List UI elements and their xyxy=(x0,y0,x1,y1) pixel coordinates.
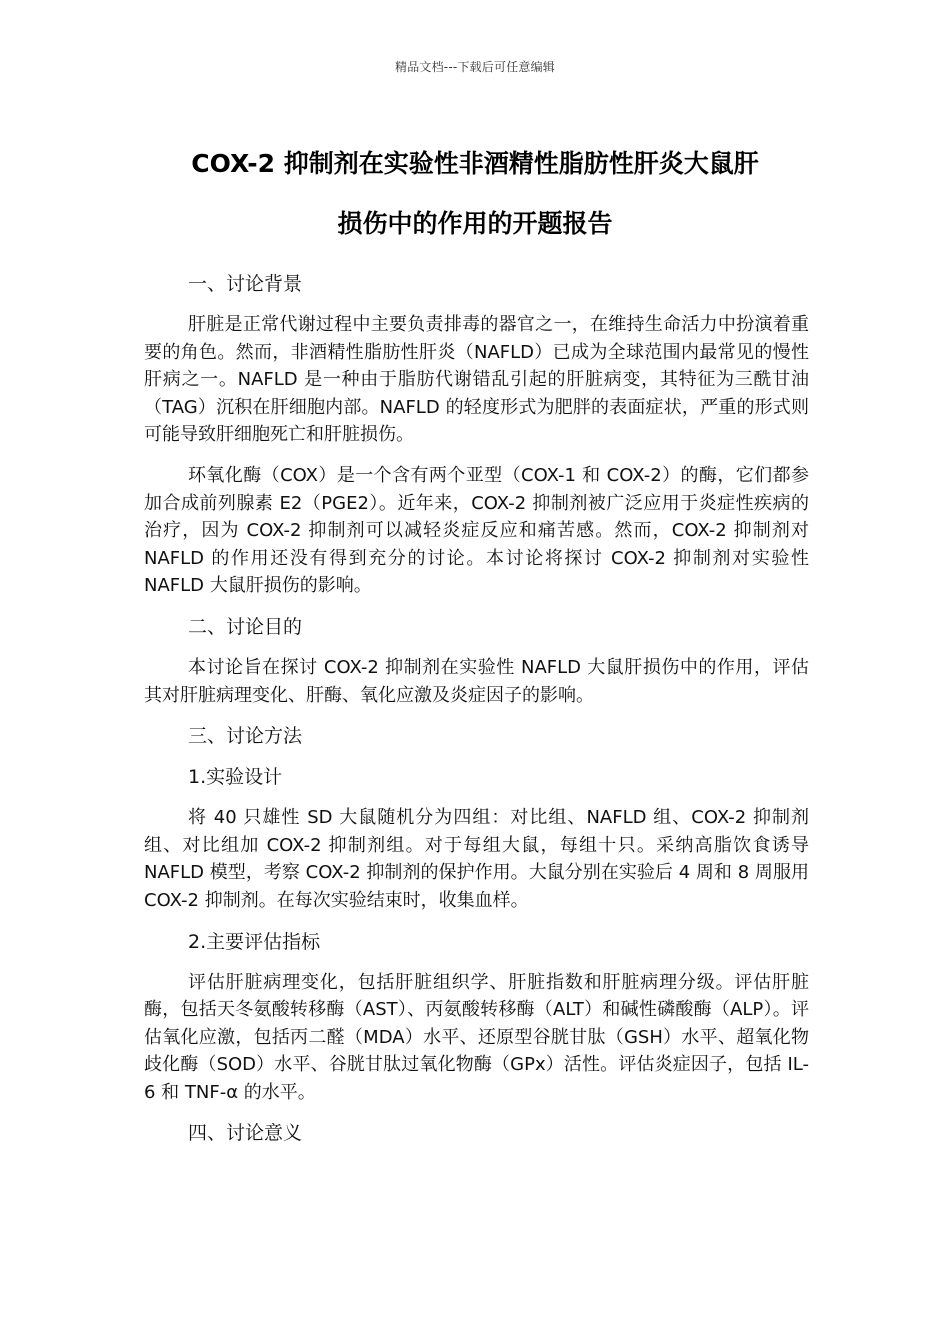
section-heading-methods: 三、讨论方法 xyxy=(188,725,303,748)
paragraph-background-1: 肝脏是正常代谢过程中主要负责排毒的器官之一，在维持生命活力中扮演着重要的角色。然而，非酒精性脂肪性肝炎（NAFLD）已成为全球范围内最常见的慢性肝病之一。NAFLD 是一种由于脂肪代谢错乱引起的肝脏病变，其特征为三酰甘油（TAG）沉积在肝细胞内部。NAFLD 的轻度形式为肥胖的表面症状，严重的形式则可能导致肝细胞死亡和肝脏损伤。 xyxy=(144,314,809,446)
paragraph-indicators: 评估肝脏病理变化，包括肝脏组织学、肝脏指数和肝脏病理分级。评估肝脏酶，包括天冬氨酸转移酶（AST）、丙氨酸转移酶（ALT）和碱性磷酸酶（ALP）。评估氧化应激，包括丙二醛（MDA）水平、还原型谷胱甘肽（GSH）水平、超氧化物歧化酶（SOD）水平、谷胱甘肽过氧化物酶（GPx）活性。评估炎症因子，包括 IL-6 和 TNF-α 的水平。 xyxy=(144,971,809,1103)
section-heading-purpose: 二、讨论目的 xyxy=(188,615,303,638)
title-line-2: 损伤中的作用的开题报告 xyxy=(337,209,613,238)
document-body xyxy=(144,270,809,1160)
paragraph-purpose: 本讨论旨在探讨 COX-2 抑制剂在实验性 NAFLD 大鼠肝损伤中的作用，评估其对肝脏病理变化、肝酶、氧化应激及炎症因子的影响。 xyxy=(144,656,809,706)
paragraph-background-2: 环氧化酶（COX）是一个含有两个亚型（COX-1 和 COX-2）的酶，它们都参加合成前列腺素 E2（PGE2）。近年来，COX-2 抑制剂被广泛应用于炎症性疾病的治疗，因为 COX-2 抑制剂可以减轻炎症反应和痛苦感。然而，COX-2 抑制剂对 NAFLD 的作用还没有得到充分的讨论。本讨论将探讨 COX-2 抑制剂对实验性 NAFLD 大鼠肝损伤的影响。 xyxy=(144,464,809,597)
title-line-1: COX-2 抑制剂在实验性非酒精性脂肪性肝炎大鼠肝 xyxy=(191,149,759,178)
section-heading-background: 一、讨论背景 xyxy=(188,273,303,295)
section-heading-significance: 四、讨论意义 xyxy=(188,1122,303,1145)
subsection-heading-indicators: 2.主要评估指标 xyxy=(188,930,321,953)
document-title xyxy=(60,134,890,254)
paragraph-design: 将 40 只雄性 SD 大鼠随机分为四组：对比组、NAFLD 组、COX-2 抑制剂组、对比组加 COX-2 抑制剂组。对于每组大鼠，每组十只。采纳高脂饮食诱导 NAFLD 模型，考察 COX-2 抑制剂的保护作用。大鼠分别在实验后 4 周和 8 周服用 COX-2 抑制剂。在每次实验结束时，收集血样。 xyxy=(144,807,809,911)
subsection-heading-design: 1.实验设计 xyxy=(188,766,283,789)
header-note: 精品文档---下载后可任意编辑 xyxy=(395,60,555,74)
